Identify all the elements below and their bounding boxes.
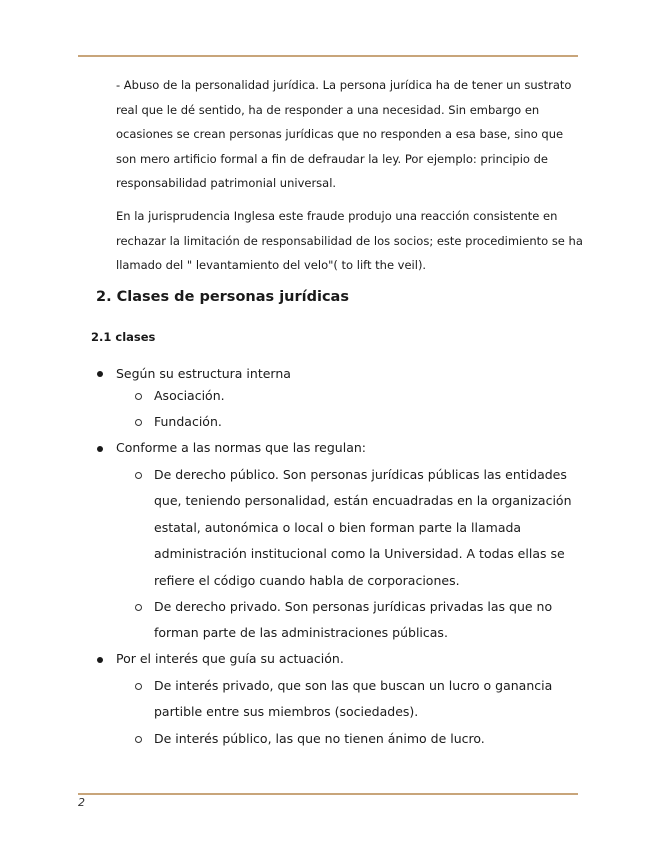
sublist-item: De interés privado, que son las que buscan un lucro o ganancia partible entre sus miembros (sociedades). bbox=[154, 678, 553, 720]
bullet-icon bbox=[97, 446, 103, 452]
circle-bullet-icon bbox=[135, 683, 142, 690]
sublist-item: Asociación. bbox=[154, 388, 225, 403]
list-item: Según su estructura interna bbox=[116, 366, 291, 381]
paragraph-abuse: - Abuso de la personalidad jurídica. La persona jurídica ha de tener un sustrato real que le dé sentido, ha de responder a una necesidad. Sin embargo en ocasiones se crean personas jurídicas que no responden a esa base, sino que son mero artificio formal a fin de defraudar la ley. Por ejemplo: principio de responsabilidad patrimonial universal. bbox=[116, 78, 572, 191]
list-item: Conforme a las normas que las regulan: bbox=[116, 440, 366, 455]
circle-bullet-icon bbox=[135, 604, 142, 611]
paragraph-jurisprudence: En la jurisprudencia Inglesa este fraude produjo una reacción consistente en rechazar la limitación de responsabilidad de los socios; este procedimiento se ha llamado del " levantamiento del velo"( to lift the veil). bbox=[116, 209, 583, 273]
sublist-item: Fundación. bbox=[154, 414, 222, 429]
sublist-item: De interés público, las que no tienen ánimo de lucro. bbox=[154, 731, 485, 746]
bullet-icon bbox=[97, 371, 103, 377]
section-heading: 2. Clases de personas jurídicas bbox=[96, 289, 349, 305]
list-item: Por el interés que guía su actuación. bbox=[116, 651, 344, 666]
circle-bullet-icon bbox=[135, 472, 142, 479]
circle-bullet-icon bbox=[135, 419, 142, 426]
sublist-item: De derecho público. Son personas jurídicas públicas las entidades que, teniendo personalidad, están encuadradas en la organización estatal, autonómica o local o bien forman parte la llamada administración institucional como la Universidad. A todas ellas se refiere el código cuando habla de corporaciones. bbox=[154, 467, 572, 588]
subheading: 2.1 clases bbox=[91, 330, 156, 344]
circle-bullet-icon bbox=[135, 736, 142, 743]
bullet-icon bbox=[97, 657, 103, 663]
footer-rule bbox=[78, 793, 578, 795]
page-number: 2 bbox=[78, 796, 85, 809]
sublist-item: De derecho privado. Son personas jurídicas privadas las que no forman parte de las administraciones públicas. bbox=[154, 599, 553, 641]
circle-bullet-icon bbox=[135, 393, 142, 400]
